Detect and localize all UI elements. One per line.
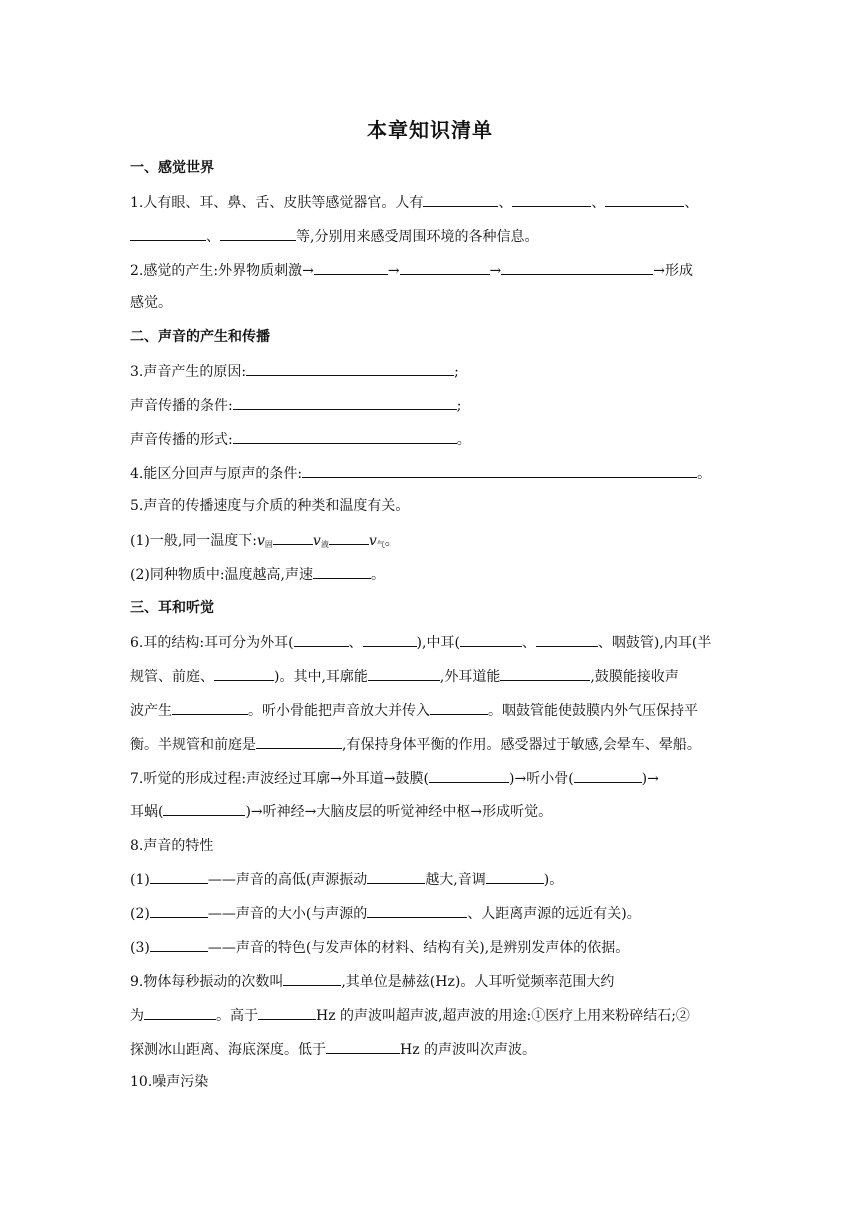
subscript: 液 [320, 540, 329, 549]
item-9-line-3 [130, 1039, 536, 1060]
item-4-line [130, 463, 711, 484]
item-9-text: Hz 的声波叫次声波。 [400, 1042, 537, 1058]
item-2-text-end: →形成 [653, 263, 694, 279]
separator: 、 [348, 635, 363, 651]
velocity-symbol: v [257, 533, 265, 549]
blank-field[interactable] [313, 564, 371, 579]
item-5-line: 5.声音的传播速度与介质的种类和温度有关。 [130, 498, 410, 514]
punct: 。 [371, 567, 385, 583]
item-8-2-line [130, 903, 641, 924]
section-heading-1: 一、感觉世界 [130, 160, 214, 176]
item-5-1-text: (1)一般,同一温度下: [130, 533, 257, 549]
item-9-line-2 [130, 1005, 690, 1026]
blank-field[interactable] [163, 801, 245, 816]
item-1-text-end: 等,分别用来感受周围环境的各种信息。 [296, 229, 539, 245]
item-9-text: Hz 的声波叫超声波,超声波的用途:①医疗上用来粉碎结石;② [316, 1008, 690, 1024]
item-2-line-2: 感觉。 [130, 295, 172, 311]
item-10-line: 10.噪声污染 [130, 1074, 209, 1090]
item-6-text: ),中耳( [416, 635, 460, 651]
blank-field[interactable] [273, 530, 313, 545]
blank-field[interactable] [220, 226, 296, 241]
subscript: 固 [264, 540, 273, 549]
blank-field[interactable] [367, 903, 467, 918]
blank-field[interactable] [150, 869, 208, 884]
blank-field[interactable] [429, 768, 509, 783]
item-8-text: ——声音的特色(与发声体的材料、结构有关),是辨别发声体的依据。 [207, 940, 630, 956]
blank-field[interactable] [233, 395, 457, 410]
item-9-text: 9.物体每秒振动的次数叫 [130, 974, 284, 990]
arrow: → [489, 263, 502, 279]
blank-field[interactable] [574, 768, 642, 783]
item-8-text: 越大,音调 [425, 872, 486, 888]
separator: 、 [591, 195, 606, 211]
item-6-line-1 [130, 632, 711, 653]
item-9-line-1 [130, 971, 614, 992]
blank-field[interactable] [400, 260, 490, 275]
item-8-text: ——声音的大小(与声源的 [207, 906, 368, 922]
subscript: 气 [376, 540, 385, 549]
item-7-text: )→听神经→大脑皮层的听觉神经中枢→形成听觉。 [245, 804, 553, 820]
item-3-line-2 [130, 395, 461, 416]
item-6-text: 。听小骨能把声音放大并传入 [248, 703, 430, 719]
item-6-text: ,鼓膜能接收声 [590, 669, 679, 685]
punct: 。 [697, 466, 712, 482]
blank-field[interactable] [256, 734, 342, 749]
item-9-text: 。高于 [216, 1008, 258, 1024]
blank-field[interactable] [144, 1005, 216, 1020]
item-8-3-line [130, 937, 629, 958]
blank-field[interactable] [283, 971, 341, 986]
item-5-2-line [130, 564, 385, 585]
blank-field[interactable] [486, 869, 544, 884]
blank-field[interactable] [605, 192, 684, 207]
blank-field[interactable] [233, 429, 457, 444]
blank-field[interactable] [246, 361, 454, 376]
punct: ; [456, 398, 462, 414]
item-6-text: 、咽鼓管),内耳(半 [597, 635, 712, 651]
item-6-line-2 [130, 666, 679, 687]
item-6-line-3 [130, 700, 698, 721]
page-title: 本章知识清单 [367, 118, 493, 142]
item-3-text: 3.声音产生的原因: [130, 364, 247, 380]
item-3-line-1 [130, 361, 459, 382]
item-9-text: 为 [130, 1008, 144, 1024]
blank-field[interactable] [368, 666, 440, 681]
item-9-text: ,其单位是赫兹(Hz)。人耳听觉频率范围大约 [341, 974, 615, 990]
item-9-text: 探测冰山距离、海底深度。低于 [130, 1042, 326, 1058]
item-7-text: )→ [641, 771, 659, 787]
item-3-text: 声音传播的形式: [130, 432, 233, 448]
item-7-text: 耳蜗( [130, 804, 164, 820]
blank-field[interactable] [302, 463, 697, 478]
separator: 、 [498, 195, 513, 211]
item-6-text: ,外耳道能 [439, 669, 501, 685]
blank-field[interactable] [326, 1039, 400, 1054]
item-7-text: )→听小骨( [509, 771, 574, 787]
item-7-text: 7.听觉的形成过程:声波经过耳廓→外耳道→鼓膜( [130, 771, 429, 787]
separator: 、 [684, 195, 699, 211]
item-6-text: ,有保持身体平衡的作用。感受器过于敏感,会晕车、晕船。 [342, 737, 701, 753]
item-6-text: 波产生 [130, 703, 172, 719]
item-8-line: 8.声音的特性 [130, 838, 214, 854]
item-5-2-text: (2)同种物质中:温度越高,声速 [130, 567, 313, 583]
item-8-text: (2) [130, 906, 150, 922]
item-1-line-1 [130, 192, 698, 213]
blank-field[interactable] [501, 260, 653, 275]
punct: ; [454, 364, 459, 380]
punct: 。 [456, 432, 471, 448]
blank-field[interactable] [536, 632, 598, 647]
punct: 。 [384, 533, 399, 549]
blank-field[interactable] [329, 530, 369, 545]
item-6-text: 6.耳的结构:耳可分为外耳( [130, 635, 294, 651]
item-3-text: 声音传播的条件: [130, 398, 233, 414]
section-heading-3: 三、耳和听觉 [130, 600, 214, 616]
blank-field[interactable] [294, 632, 349, 647]
item-7-line-1 [130, 768, 659, 789]
arrow: → [387, 263, 400, 279]
item-6-text: 。咽鼓管能使鼓膜内外气压保持平 [488, 703, 698, 719]
item-8-1-line [130, 869, 563, 890]
item-1-line-2 [130, 226, 538, 247]
blank-field[interactable] [500, 666, 590, 681]
blank-field[interactable] [314, 260, 388, 275]
item-7-line-2 [130, 801, 552, 822]
blank-field[interactable] [172, 700, 248, 715]
blank-field[interactable] [150, 903, 208, 918]
item-6-text: )。其中,耳廓能 [274, 669, 368, 685]
item-6-text: 衡。半规管和前庭是 [130, 737, 256, 753]
item-8-text: (3) [130, 940, 150, 956]
separator: 、 [206, 229, 220, 245]
blank-field[interactable] [150, 937, 208, 952]
item-8-text: )。 [543, 872, 564, 888]
blank-field[interactable] [430, 700, 488, 715]
item-4-text: 4.能区分回声与原声的条件: [130, 466, 303, 482]
blank-field[interactable] [258, 1005, 316, 1020]
blank-field[interactable] [423, 192, 498, 207]
item-8-text: (1) [130, 872, 150, 888]
item-2-text: 2.感觉的产生:外界物质刺激→ [130, 263, 314, 279]
blank-field[interactable] [214, 666, 274, 681]
item-2-line-1 [130, 260, 693, 281]
section-heading-2: 二、声音的产生和传播 [130, 329, 270, 345]
item-6-line-4 [130, 734, 701, 755]
blank-field[interactable] [367, 869, 425, 884]
item-8-text: 、人距离声源的远近有关)。 [467, 906, 641, 922]
separator: 、 [521, 635, 536, 651]
blank-field[interactable] [460, 632, 522, 647]
blank-field[interactable] [130, 226, 206, 241]
item-8-text: ——声音的高低(声源振动 [207, 872, 368, 888]
velocity-symbol: v [368, 533, 377, 549]
item-5-1-line [130, 530, 399, 555]
item-3-line-3 [130, 429, 471, 450]
item-1-text: 1.人有眼、耳、鼻、舌、皮肤等感觉器官。人有 [130, 195, 424, 211]
item-6-text: 规管、前庭、 [130, 669, 214, 685]
blank-field[interactable] [512, 192, 591, 207]
blank-field[interactable] [363, 632, 417, 647]
velocity-symbol: v [312, 533, 321, 549]
